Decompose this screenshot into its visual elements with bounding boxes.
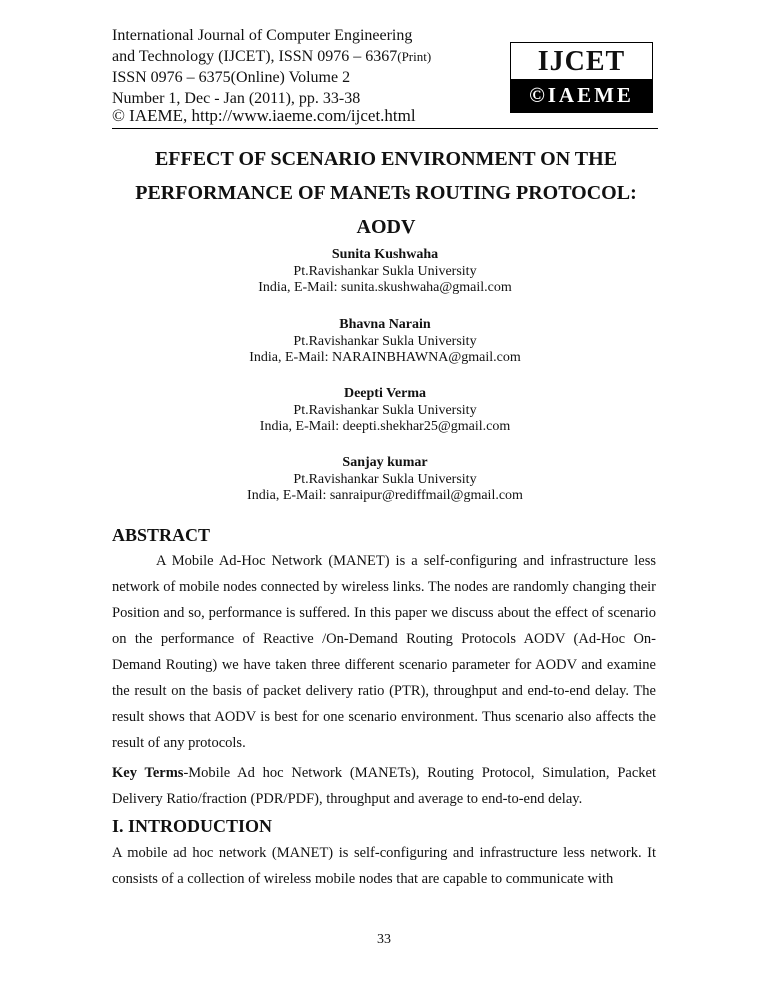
key-terms	[112, 760, 656, 812]
page-number: 33	[377, 932, 391, 947]
journal-header-line-2	[112, 47, 431, 67]
paper-title-line-3: AODV	[356, 216, 416, 238]
journal-header-line-2-print: (Print)	[397, 49, 432, 64]
key-terms-label: Key Terms	[112, 765, 184, 781]
author-affiliation: Pt.Ravishankar Sukla University	[293, 402, 477, 418]
author-contact: India, E-Mail: sanraipur@rediffmail@gmail.com	[247, 488, 523, 503]
author-affiliation: Pt.Ravishankar Sukla University	[293, 263, 477, 279]
paper-title-line-2: PERFORMANCE OF MANETs ROUTING PROTOCOL:	[135, 182, 637, 204]
author-block	[112, 247, 658, 297]
author-name: Bhavna Narain	[339, 317, 431, 332]
author-block	[112, 317, 658, 367]
journal-header-line-4: Number 1, Dec - Jan (2011), pp. 33-38	[112, 90, 361, 107]
introduction-heading: I. INTRODUCTION	[112, 816, 273, 836]
header-divider	[112, 128, 658, 129]
author-contact: India, E-Mail: NARAINBHAWNA@gmail.com	[249, 350, 521, 365]
author-block	[112, 455, 658, 505]
journal-logo-bottom: ©IAEME	[511, 79, 652, 112]
abstract-body: A Mobile Ad-Hoc Network (MANET) is a self-configuring and infrastructure less network of mobile nodes connected by wireless links. The nodes are randomly changing their Position and so, performance is suffered. In this paper we discuss about the effect of scenario on the performance of Reactive /On-Demand Routing Protocols AODV (Ad-Hoc On-Demand Routing) we have taken three different scenario parameter for AODV and examine the result on the basis of packet delivery ratio (PTR), throughput and end-to-end delay. The result shows that AODV is best for one scenario environment. Thus scenario also affects the result of any protocols.	[112, 553, 656, 751]
author-name: Sunita Kushwaha	[331, 247, 439, 262]
journal-header-line-3: ISSN 0976 – 6375(Online) Volume 2	[112, 69, 351, 86]
key-terms-text: -Mobile Ad hoc Network (MANETs), Routing Protocol, Simulation, Packet Delivery Ratio/fraction (PDR/PDF), throughput and average to end-to-end delay.	[112, 765, 656, 807]
paper-title-line-1: EFFECT OF SCENARIO ENVIRONMENT ON THE	[154, 148, 618, 170]
author-contact: India, E-Mail: sunita.skushwaha@gmail.com	[258, 280, 512, 295]
introduction-body: A mobile ad hoc network (MANET) is self-configuring and infrastructure less network. It consists of a collection of wireless mobile nodes that are capable to communicate with	[112, 845, 656, 887]
journal-header-line-1: International Journal of Computer Engineering	[112, 27, 413, 44]
author-name: Deepti Verma	[343, 386, 427, 401]
author-affiliation: Pt.Ravishankar Sukla University	[293, 333, 477, 349]
journal-header-line-5: © IAEME, http://www.iaeme.com/ijcet.html	[112, 106, 416, 125]
abstract-heading: ABSTRACT	[112, 525, 211, 545]
author-affiliation: Pt.Ravishankar Sukla University	[293, 471, 477, 487]
author-name: Sanjay kumar	[342, 455, 428, 470]
journal-logo	[510, 42, 653, 113]
author-block	[112, 386, 658, 436]
author-contact: India, E-Mail: deepti.shekhar25@gmail.com	[259, 419, 511, 434]
journal-header-line-2-main: and Technology (IJCET), ISSN 0976 – 6367	[112, 48, 398, 65]
journal-logo-top: IJCET	[537, 46, 626, 77]
